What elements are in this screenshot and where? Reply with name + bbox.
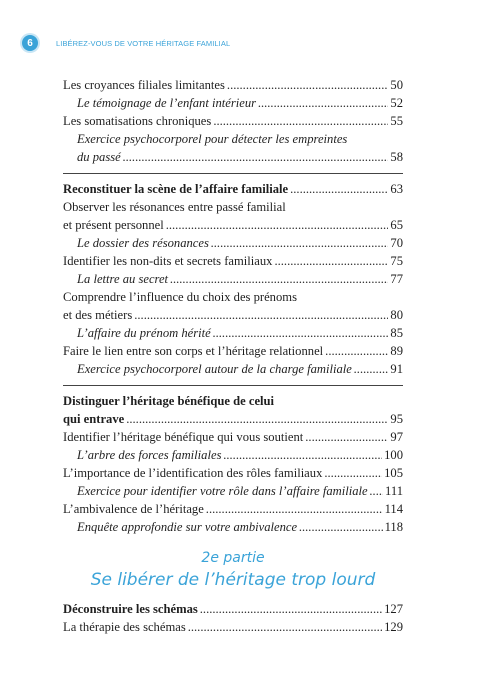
table-of-contents xyxy=(63,76,403,636)
dot-leader xyxy=(370,482,383,500)
toc-entry[interactable]: Exercice psychocorporel autour de la charge familiale ..... 91 xyxy=(63,360,403,378)
dot-leader xyxy=(134,306,388,324)
dot-leader xyxy=(223,446,382,464)
dot-leader xyxy=(299,518,382,536)
toc-entry-line[interactable]: Comprendre l’influence du choix des prénoms xyxy=(63,290,297,304)
dot-leader xyxy=(126,410,388,428)
dot-leader xyxy=(123,148,389,166)
page-header xyxy=(22,34,230,52)
part-number: 2e partie xyxy=(201,550,265,566)
dot-leader xyxy=(166,216,389,234)
toc-entry[interactable]: L’ambivalence de l’héritage ..... 114 xyxy=(63,500,403,518)
running-title: LIBÉREZ-VOUS DE VOTRE HÉRITAGE FAMILIAL xyxy=(56,38,231,48)
toc-entry[interactable]: L’affaire du prénom hérité ..... 85 xyxy=(63,324,403,342)
toc-entry[interactable]: Le dossier des résonances ..... 70 xyxy=(63,234,403,252)
part-title: Se libérer de l’héritage trop lourd xyxy=(90,570,376,590)
toc-section-heading[interactable]: Reconstituer la scène de l’affaire familiale ..... 63 xyxy=(63,180,403,198)
toc-entry[interactable]: L’arbre des forces familiales ..... 100 xyxy=(63,446,403,464)
dot-leader xyxy=(213,324,389,342)
toc-section-heading-line[interactable]: Distinguer l’héritage bénéfique de celui xyxy=(63,394,275,408)
dot-leader xyxy=(206,500,383,518)
section-divider xyxy=(63,385,403,386)
toc-entry[interactable]: Identifier l’héritage bénéfique qui vous soutient ..... 97 xyxy=(63,428,403,446)
toc-entry[interactable]: Les somatisations chroniques ..... 55 xyxy=(63,112,403,130)
section-divider xyxy=(63,173,403,174)
toc-entry[interactable]: Exercice pour identifier votre rôle dans l’affaire familiale ..... 111 xyxy=(63,482,403,500)
dot-leader xyxy=(354,360,389,378)
toc-entry[interactable]: du passé ..... 58 xyxy=(63,148,403,166)
toc-section-heading[interactable]: Déconstruire les schémas ..... 127 xyxy=(63,600,403,618)
dot-leader xyxy=(213,112,388,130)
dot-leader xyxy=(325,342,388,360)
dot-leader xyxy=(258,94,388,112)
dot-leader xyxy=(170,270,388,288)
toc-entry[interactable]: Faire le lien entre son corps et l’héritage relationnel ..... 89 xyxy=(63,342,403,360)
part-heading xyxy=(63,548,403,592)
toc-entry-line[interactable]: Exercice psychocorporel pour détecter les empreintes xyxy=(77,132,348,146)
toc-entry[interactable]: L’importance de l’identification des rôles familiaux ..... 105 xyxy=(63,464,403,482)
dot-leader xyxy=(305,428,388,446)
toc-entry[interactable]: Identifier les non-dits et secrets familiaux ..... 75 xyxy=(63,252,403,270)
dot-leader xyxy=(290,180,388,198)
dot-leader xyxy=(227,76,388,94)
dot-leader xyxy=(200,600,382,618)
dot-leader xyxy=(211,234,389,252)
toc-section-heading[interactable]: qui entrave ..... 95 xyxy=(63,410,403,428)
toc-entry[interactable]: et présent personnel ..... 65 xyxy=(63,216,403,234)
toc-entry[interactable]: et des métiers ..... 80 xyxy=(63,306,403,324)
toc-entry[interactable]: La thérapie des schémas ..... 129 xyxy=(63,618,403,636)
dot-leader xyxy=(274,252,388,270)
dot-leader xyxy=(188,618,382,636)
dot-leader xyxy=(324,464,382,482)
toc-entry-line[interactable]: Observer les résonances entre passé familial xyxy=(63,200,286,214)
toc-entry[interactable]: Enquête approfondie sur votre ambivalence ..... 118 xyxy=(63,518,403,536)
toc-entry[interactable]: Le témoignage de l’enfant intérieur ..... 52 xyxy=(63,94,403,112)
toc-entry[interactable]: La lettre au secret ..... 77 xyxy=(63,270,403,288)
toc-entry[interactable]: Les croyances filiales limitantes ..... 50 xyxy=(63,76,403,94)
page-number-badge: 6 xyxy=(22,35,38,51)
